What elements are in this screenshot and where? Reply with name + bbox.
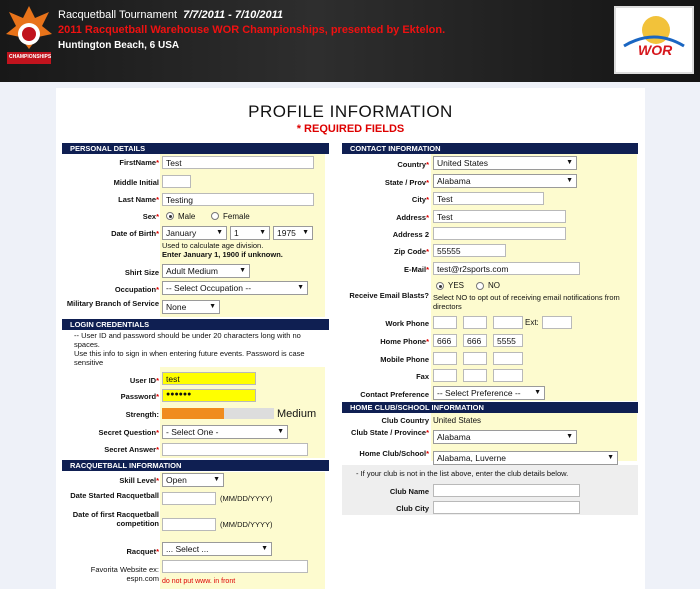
country-select[interactable]: United States ▼ (433, 156, 577, 170)
first-competition-hint: (MM/DD/YYYY) (220, 520, 273, 529)
club-country-label: Club Country (381, 416, 429, 425)
occupation-label: Occupation* (114, 285, 159, 294)
home-phone-prefix-input[interactable]: 666 (463, 334, 487, 347)
date-started-label: Date Started Racquetball (70, 491, 159, 500)
home-club-heading: HOME CLUB/SCHOOL INFORMATION (342, 402, 638, 413)
contact-preference-select[interactable]: -- Select Preference -- ▼ (433, 386, 545, 400)
skill-level-label: Skill Level* (119, 476, 159, 485)
dob-label: Date of Birth* (111, 229, 159, 238)
middle-initial-input[interactable] (162, 175, 191, 188)
work-phone-ext-input[interactable] (542, 316, 572, 329)
user-id-input[interactable]: test (162, 372, 256, 385)
dob-note: Used to calculate age division. (162, 241, 264, 250)
mobile-phone-line-input[interactable] (493, 352, 523, 365)
secret-question-label: Secret Question* (98, 428, 159, 437)
fax-label: Fax (416, 372, 429, 381)
state-label: State / Prov* (384, 178, 429, 187)
website-hint: do not put www. in front (162, 578, 236, 585)
password-input[interactable]: ●●●●●● (162, 389, 256, 402)
first-name-input[interactable]: Test (162, 156, 314, 169)
event-title[interactable]: 2011 Racquetball Warehouse WOR Championships, presented by Ektelon. (58, 24, 446, 36)
contact-panel (431, 153, 637, 401)
racquet-select[interactable]: ... Select ... ▼ (162, 542, 272, 556)
first-competition-input[interactable] (162, 518, 216, 531)
home-phone-area-input[interactable]: 666 (433, 334, 457, 347)
work-phone-label: Work Phone (385, 319, 429, 328)
dob-year-select[interactable]: 1975 ▼ (273, 226, 313, 240)
date-started-hint: (MM/DD/YYYY) (220, 494, 273, 503)
required-note: * REQUIRED FIELDS (296, 123, 405, 135)
address-input[interactable]: Test (433, 210, 566, 223)
event-type: Racquetball Tournament 7/7/2011 - 7/10/2011 (58, 9, 284, 21)
work-phone-area-input[interactable] (433, 316, 457, 329)
email-blasts-no-radio[interactable] (476, 282, 484, 290)
home-club-select[interactable]: Alabama, Luverne ▼ (433, 451, 618, 465)
championship-logo (4, 4, 54, 74)
zip-input[interactable]: 55555 (433, 244, 506, 257)
racquetball-heading: RACQUETBALL INFORMATION (62, 460, 329, 471)
secret-answer-input[interactable] (162, 443, 308, 456)
country-label: Country* (397, 160, 429, 169)
work-phone-line-input[interactable] (493, 316, 523, 329)
login-note-1: -- User ID and password should be under 20 characters long with no spaces. (74, 331, 301, 349)
mobile-phone-area-input[interactable] (433, 352, 457, 365)
home-phone-label: Home Phone* (380, 337, 429, 346)
club-details-note: - If your club is not in the list above, enter the club details below. (356, 469, 569, 478)
address-label: Address* (396, 213, 429, 222)
dob-day-select[interactable]: 1 ▼ (230, 226, 270, 240)
page-title: PROFILE INFORMATION (248, 102, 453, 121)
racquet-label: Racquet* (126, 547, 159, 556)
user-id-label: User ID* (129, 376, 159, 385)
club-name-input[interactable] (433, 484, 580, 497)
military-label: Military Branch of Service (66, 299, 159, 308)
home-club-label: Home Club/School* (359, 449, 429, 458)
club-city-input[interactable] (433, 501, 580, 514)
email-blasts-yes-label: YES (448, 281, 465, 290)
city-input[interactable]: Test (433, 192, 544, 205)
secret-answer-label: Secret Answer* (104, 445, 159, 454)
club-country-value: United States (433, 416, 482, 425)
dob-note-bold: Enter January 1, 1900 if unknown. (162, 250, 283, 259)
zip-label: Zip Code* (393, 247, 429, 256)
middle-initial-label: Middle Initial (113, 178, 159, 187)
dob-month-select[interactable]: January ▼ (162, 226, 227, 240)
contact-preference-label: Contact Preference (360, 390, 429, 399)
sex-female-label: Female (223, 212, 250, 221)
first-competition-label: Date of first Racquetball competition (72, 510, 159, 528)
occupation-select[interactable]: -- Select Occupation -- ▼ (162, 281, 308, 295)
login-note-2: Use this info to sign in when entering future events. Password is case sensitive (74, 349, 305, 367)
shirt-size-select[interactable]: Adult Medium ▼ (162, 264, 250, 278)
wor-logo (614, 6, 694, 74)
date-started-input[interactable] (162, 492, 216, 505)
email-blasts-label: Receive Email Blasts? (349, 291, 429, 300)
logo-left-text: CHAMPIONSHIPS (9, 54, 52, 60)
password-label: Password* (120, 392, 159, 401)
logo-right-text: WOR (638, 42, 673, 58)
email-blasts-yes-radio[interactable] (436, 282, 444, 290)
last-name-input[interactable]: Testing (162, 193, 314, 206)
secret-question-select[interactable]: - Select One - ▼ (162, 425, 288, 439)
email-label: E-Mail* (403, 265, 429, 274)
club-name-label: Club Name (389, 487, 429, 496)
military-select[interactable]: None ▼ (162, 300, 220, 314)
work-phone-ext-label: Ext: (525, 318, 539, 327)
address2-label: Address 2 (392, 230, 429, 239)
fax-line-input[interactable] (493, 369, 523, 382)
club-city-label: Club City (396, 504, 429, 513)
website-input[interactable] (162, 560, 308, 573)
sex-male-radio[interactable] (166, 212, 174, 220)
state-select[interactable]: Alabama ▼ (433, 174, 577, 188)
work-phone-prefix-input[interactable] (463, 316, 487, 329)
first-name-label: FirstName* (119, 158, 159, 167)
mobile-phone-prefix-input[interactable] (463, 352, 487, 365)
email-input[interactable]: test@r2sports.com (433, 262, 580, 275)
strength-label: Strength: (125, 410, 159, 419)
mobile-phone-label: Mobile Phone (380, 355, 429, 364)
strength-text: Medium (277, 408, 317, 420)
skill-level-select[interactable]: Open ▼ (162, 473, 224, 487)
shirt-size-label: Shirt Size (124, 268, 159, 277)
sex-male-label: Male (178, 212, 196, 221)
fax-area-input[interactable] (433, 369, 457, 382)
last-name-label: Last Name* (118, 195, 159, 204)
website-label: Favorita Website ex: espn.com (90, 565, 159, 583)
profile-form (56, 88, 645, 589)
email-blasts-no-label: NO (488, 281, 500, 290)
event-header (0, 0, 700, 82)
sex-label: Sex* (142, 212, 159, 221)
club-state-label: Club State / Province* (351, 428, 429, 437)
strength-meter-fill (162, 408, 224, 419)
event-location: Huntington Beach, 6 USA (58, 40, 180, 51)
strength-meter (162, 408, 274, 419)
address2-input[interactable] (433, 227, 566, 240)
city-label: City* (411, 195, 429, 204)
email-blasts-note: Select NO to opt out of receiving email notifications from directors (433, 293, 620, 311)
fax-prefix-input[interactable] (463, 369, 487, 382)
personal-heading: PERSONAL DETAILS (62, 143, 329, 154)
contact-heading: CONTACT INFORMATION (342, 143, 638, 154)
sex-female-radio[interactable] (211, 212, 219, 220)
home-phone-line-input[interactable]: 5555 (493, 334, 523, 347)
club-state-select[interactable]: Alabama ▼ (433, 430, 577, 444)
login-heading: LOGIN CREDENTIALS (62, 319, 329, 330)
